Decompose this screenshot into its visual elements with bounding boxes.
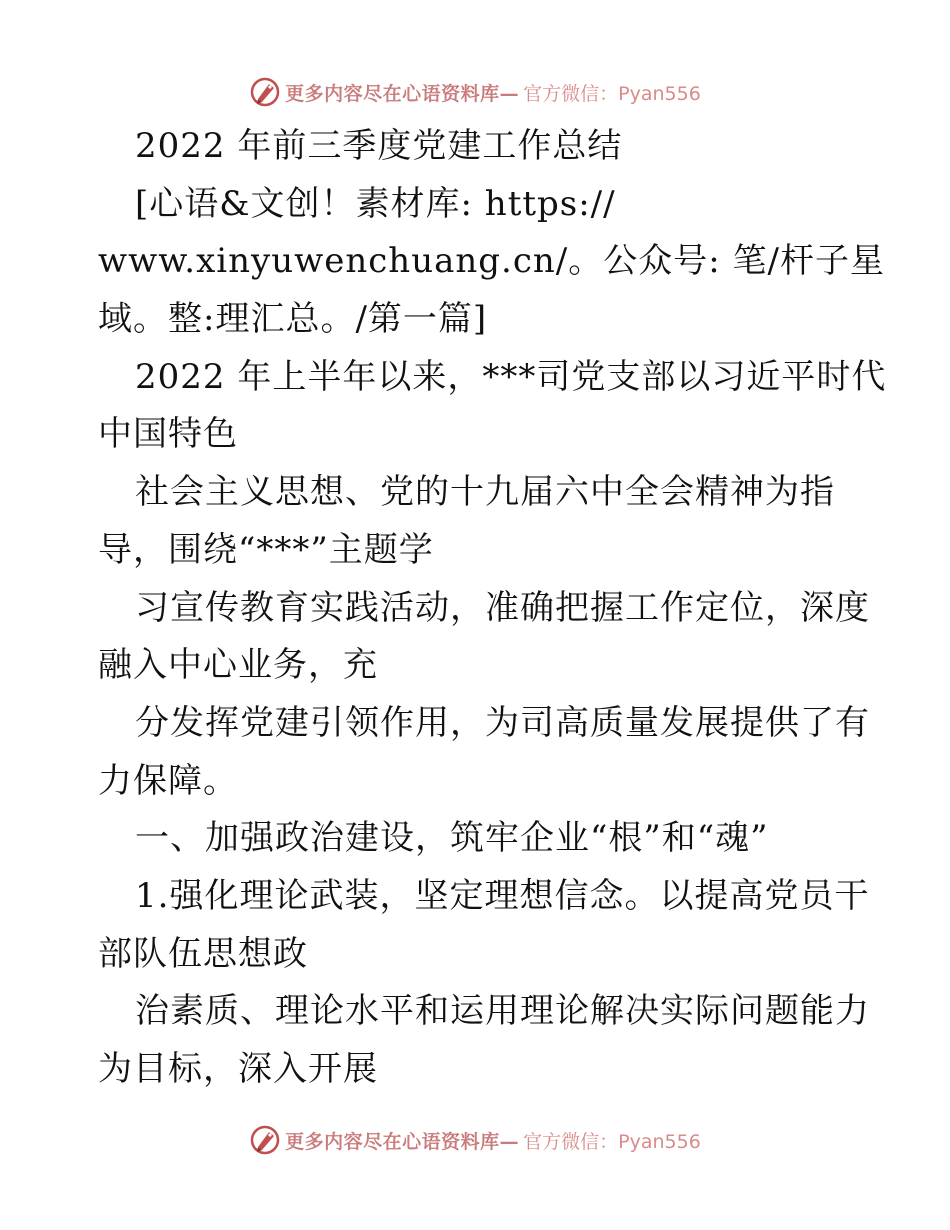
document-body: [98, 118, 887, 1099]
document-title: 2022 年前三季度党建工作总结: [135, 126, 623, 166]
text-line: 中国特色: [98, 414, 238, 455]
text-line: 导，围绕“***”主题学: [98, 529, 434, 570]
section-heading: 一、加强政治建设，筑牢企业“根”和“魂”: [135, 818, 769, 859]
text-line: 1.强化理论武装，坚定理想信念。以提高党员干: [135, 875, 870, 916]
text-line: 分发挥党建引领作用，为司高质量发展提供了有: [135, 702, 870, 743]
banner-wechat: 官方微信：Pyan556: [523, 82, 701, 105]
pen-nib-logo-icon: [249, 1124, 281, 1156]
text-line: www.xinyuwenchuang.cn/。公众号: 笔/杆子星: [98, 241, 885, 282]
text-line: 治素质、理论水平和运用理论解决实际问题能力: [135, 991, 870, 1032]
pen-nib-logo-icon: [249, 76, 281, 108]
text-line: 部队伍思想政: [98, 933, 308, 974]
text-line: 2022 年上半年以来，***司党支部以习近平时代: [135, 356, 887, 397]
banner-wechat: 官方微信：Pyan556: [523, 1130, 701, 1153]
text-line: 域。整:理汇总。/第一篇]: [98, 299, 488, 340]
banner-text: 更多内容尽在心语资料库—: [285, 1130, 520, 1153]
text-line: 社会主义思想、党的十九届六中全会精神为指: [135, 472, 835, 513]
footer-banner: [0, 1120, 950, 1160]
text-line: [心语&文创！素材库: https://: [135, 183, 616, 224]
header-banner: [0, 72, 950, 112]
text-line: 习宣传教育实践活动，准确把握工作定位，深度: [135, 587, 870, 628]
banner-text: 更多内容尽在心语资料库—: [285, 82, 520, 105]
text-line: 为目标，深入开展: [98, 1049, 378, 1089]
text-line: 融入中心业务，充: [98, 645, 378, 686]
text-line: 力保障。: [98, 760, 238, 801]
